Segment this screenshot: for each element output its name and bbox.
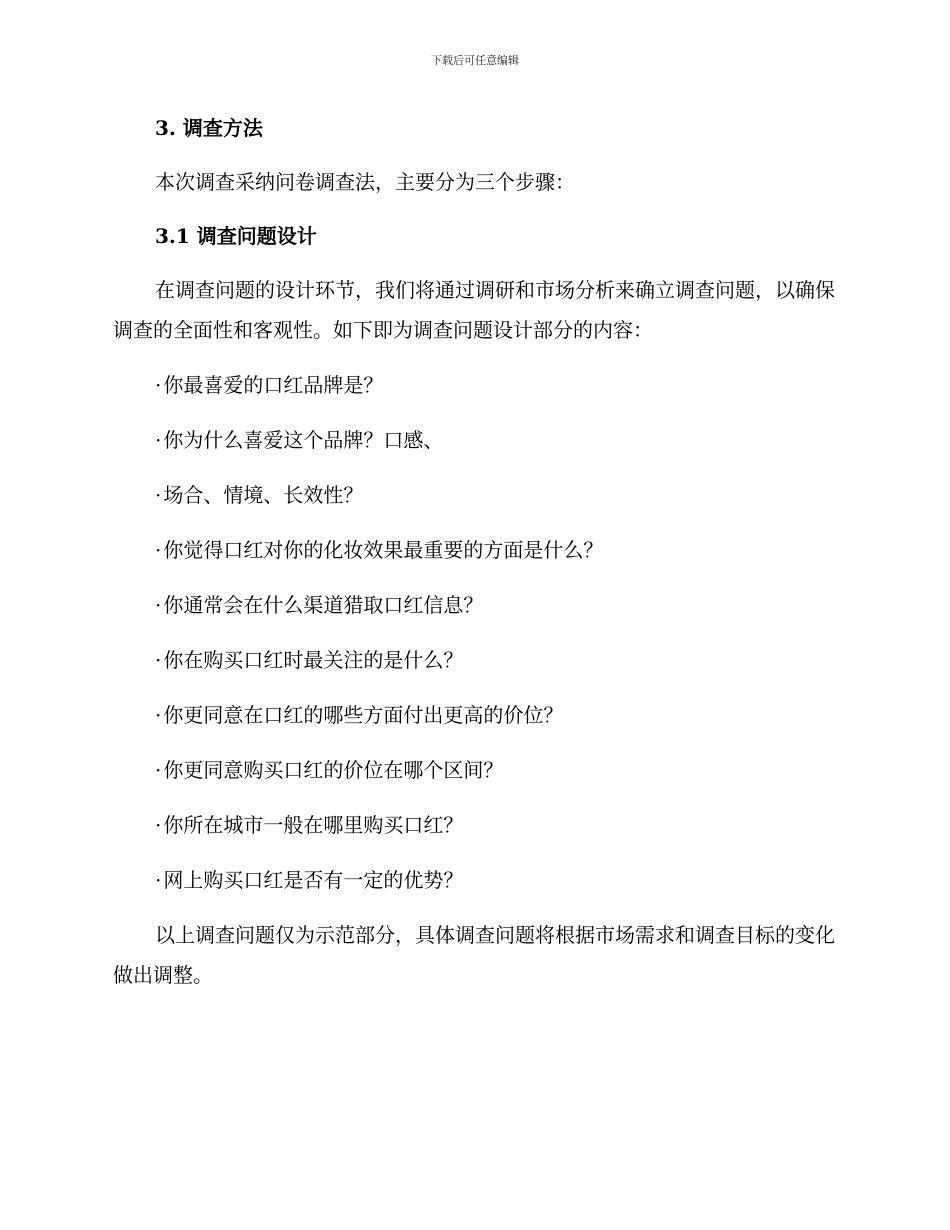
bullet-icon: · bbox=[155, 483, 162, 507]
question-text: 网上购买口红是否有一定的优势？ bbox=[163, 868, 464, 892]
bullet-icon: · bbox=[155, 593, 162, 617]
bullet-icon: · bbox=[155, 758, 162, 782]
bullet-icon: · bbox=[155, 648, 162, 672]
bullet-icon: · bbox=[155, 813, 162, 837]
list-item bbox=[113, 365, 843, 405]
list-item bbox=[113, 750, 843, 790]
list-item bbox=[113, 640, 843, 680]
list-item bbox=[113, 475, 843, 515]
question-text: 你更同意购买口红的价位在哪个区间？ bbox=[163, 758, 504, 782]
bullet-icon: · bbox=[155, 538, 162, 562]
question-text: 你通常会在什么渠道猎取口红信息？ bbox=[163, 593, 484, 617]
question-text: 你在购买口红时最关注的是什么？ bbox=[163, 648, 464, 672]
list-item bbox=[113, 585, 843, 625]
bullet-icon: · bbox=[155, 428, 162, 452]
bullet-icon: · bbox=[155, 703, 162, 727]
subsection-paragraph: 在调查问题的设计环节，我们将通过调研和市场分析来确立调查问题，以确保调查的全面性和客观性。如下即为调查问题设计部分的内容： bbox=[113, 278, 835, 342]
question-text: 你更同意在口红的哪些方面付出更高的价位？ bbox=[163, 703, 564, 727]
question-list bbox=[113, 365, 843, 900]
list-item bbox=[113, 420, 843, 460]
list-item bbox=[113, 805, 843, 845]
list-item bbox=[113, 695, 843, 735]
subsection-heading: 3.1 调查问题设计 bbox=[155, 224, 317, 248]
document-body bbox=[113, 108, 843, 995]
section-intro: 本次调查采纳问卷调查法，主要分为三个步骤： bbox=[155, 170, 575, 194]
question-text: 你最喜爱的口红品牌是？ bbox=[163, 373, 384, 397]
bullet-icon: · bbox=[155, 373, 162, 397]
section-heading: 3. 调查方法 bbox=[155, 116, 263, 140]
page-header: 下载后可任意编辑 bbox=[431, 54, 519, 67]
list-item bbox=[113, 530, 843, 570]
question-text: 你觉得口红对你的化妆效果最重要的方面是什么？ bbox=[163, 538, 604, 562]
list-item bbox=[113, 860, 843, 900]
bullet-icon: · bbox=[155, 868, 162, 892]
question-text: 你为什么喜爱这个品牌？口感、 bbox=[163, 428, 444, 452]
question-text: 你所在城市一般在哪里购买口红？ bbox=[163, 813, 464, 837]
question-text: 场合、情境、长效性？ bbox=[163, 483, 364, 507]
conclusion-paragraph: 以上调查问题仅为示范部分，具体调查问题将根据市场需求和调查目标的变化做出调整。 bbox=[113, 923, 835, 987]
